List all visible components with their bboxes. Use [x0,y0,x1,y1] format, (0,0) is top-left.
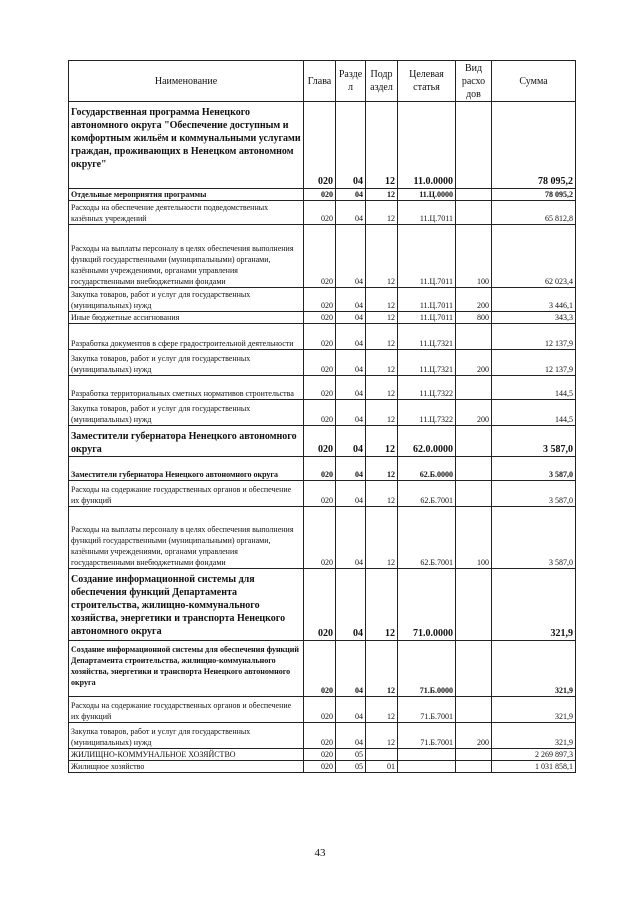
budget-table [68,60,576,773]
table-row [69,324,576,350]
row-glava: 020 [304,288,336,312]
row-podrazdel: 12 [366,481,398,507]
row-podrazdel: 12 [366,324,398,350]
row-razdel: 04 [336,697,366,723]
row-article: 11.Ц.7011 [398,201,456,225]
row-sum: 144,5 [492,376,576,400]
row-name: Создание информационной системы для обеспечения функций Департамента строительства, жилищно-коммунального хозяйства, энергетики и транспорта Ненецкого автономного округа [69,569,304,641]
row-glava: 020 [304,225,336,288]
row-sum: 3 587,0 [492,481,576,507]
row-podrazdel: 12 [366,312,398,324]
table-row [69,481,576,507]
row-vid: 200 [456,288,492,312]
header-vid: Вид расхо дов [456,61,492,102]
row-name: Заместители губернатора Ненецкого автономного округа [69,426,304,457]
table-row [69,569,576,641]
header-razdel: Разде л [336,61,366,102]
row-article: 62.Б.0000 [398,457,456,481]
row-sum: 3 587,0 [492,426,576,457]
row-article [398,749,456,761]
row-vid [456,481,492,507]
row-razdel: 04 [336,376,366,400]
table-row [69,288,576,312]
row-sum: 3 446,1 [492,288,576,312]
row-name: Закупка товаров, работ и услуг для государственных (муниципальных) нужд [69,288,304,312]
row-podrazdel: 12 [366,641,398,697]
row-sum: 62 023,4 [492,225,576,288]
table-row [69,225,576,288]
row-vid: 200 [456,350,492,376]
row-razdel: 04 [336,288,366,312]
row-glava: 020 [304,481,336,507]
row-podrazdel: 12 [366,457,398,481]
table-row [69,426,576,457]
row-razdel: 04 [336,400,366,426]
row-vid [456,697,492,723]
row-razdel: 05 [336,761,366,773]
row-razdel: 04 [336,569,366,641]
row-name: Закупка товаров, работ и услуг для государственных (муниципальных) нужд [69,723,304,749]
row-vid [456,749,492,761]
row-razdel: 04 [336,189,366,201]
row-razdel: 04 [336,225,366,288]
row-glava: 020 [304,426,336,457]
table-row [69,749,576,761]
row-name: Разработка территориальных сметных нормативов строительства [69,376,304,400]
row-sum: 78 095,2 [492,102,576,189]
row-razdel: 04 [336,312,366,324]
row-sum: 343,3 [492,312,576,324]
table-row [69,350,576,376]
row-glava: 020 [304,761,336,773]
table-row [69,312,576,324]
row-name: Расходы на содержание государственных органов и обеспечение их функций [69,481,304,507]
header-article: Целевая статья [398,61,456,102]
row-article: 71.Б.7001 [398,723,456,749]
row-razdel: 04 [336,481,366,507]
row-glava: 020 [304,102,336,189]
header-sum: Сумма [492,61,576,102]
row-name: Расходы на выплаты персоналу в целях обеспечения выполнения функций государственными (муниципальными) органами, казёнными учреждениями, органами управления государственными внебюджетными фондами [69,507,304,569]
row-vid: 200 [456,723,492,749]
row-vid [456,376,492,400]
row-sum: 144,5 [492,400,576,426]
row-article [398,761,456,773]
row-article: 11.Ц.7011 [398,288,456,312]
row-vid [456,201,492,225]
row-vid: 200 [456,400,492,426]
row-article: 11.Ц.7011 [398,225,456,288]
row-name: Отдельные мероприятия программы [69,189,304,201]
row-glava: 020 [304,569,336,641]
row-article: 11.Ц.7322 [398,400,456,426]
row-razdel: 04 [336,324,366,350]
row-sum: 12 137,9 [492,324,576,350]
table-row [69,201,576,225]
row-name: Создание информационной системы для обеспечения функций Департамента строительства, жилищно-коммунального хозяйства, энергетики и транспорта Ненецкого автономного округа [69,641,304,697]
table-row [69,457,576,481]
row-article: 11.Ц.7321 [398,324,456,350]
row-vid [456,102,492,189]
row-vid [456,761,492,773]
table-row [69,189,576,201]
table-row [69,376,576,400]
row-razdel: 05 [336,749,366,761]
row-name: ЖИЛИЩНО-КОММУНАЛЬНОЕ ХОЗЯЙСТВО [69,749,304,761]
row-article: 62.0.0000 [398,426,456,457]
row-sum: 321,9 [492,723,576,749]
row-sum: 321,9 [492,569,576,641]
row-glava: 020 [304,457,336,481]
row-vid: 100 [456,507,492,569]
row-article: 62.Б.7001 [398,481,456,507]
table-row [69,697,576,723]
row-razdel: 04 [336,641,366,697]
row-name: Заместители губернатора Ненецкого автономного округа [69,457,304,481]
row-vid [456,189,492,201]
row-article: 71.Б.7001 [398,697,456,723]
row-sum: 65 812,8 [492,201,576,225]
row-razdel: 04 [336,507,366,569]
row-glava: 020 [304,312,336,324]
row-name: Государственная программа Ненецкого автономного округа "Обеспечение доступным и комфортным жильём и коммунальными услугами граждан, проживающих в Ненецком автономном округе" [69,102,304,189]
page-number: 43 [314,847,326,859]
row-vid [456,457,492,481]
header-glava: Глава [304,61,336,102]
table-row [69,761,576,773]
row-glava: 020 [304,350,336,376]
row-article: 11.0.0000 [398,102,456,189]
row-podrazdel: 12 [366,376,398,400]
row-glava: 020 [304,201,336,225]
row-podrazdel: 12 [366,201,398,225]
row-glava: 020 [304,749,336,761]
row-razdel: 04 [336,723,366,749]
row-glava: 020 [304,641,336,697]
table-row [69,641,576,697]
row-podrazdel: 12 [366,288,398,312]
row-vid [456,324,492,350]
row-sum: 12 137,9 [492,350,576,376]
row-glava: 020 [304,697,336,723]
row-sum: 3 587,0 [492,457,576,481]
table-header-row [69,61,576,102]
row-vid [456,426,492,457]
row-sum: 3 587,0 [492,507,576,569]
row-podrazdel: 12 [366,102,398,189]
row-podrazdel: 12 [366,723,398,749]
row-article: 71.0.0000 [398,569,456,641]
row-vid: 100 [456,225,492,288]
row-podrazdel: 12 [366,426,398,457]
table-row [69,723,576,749]
row-razdel: 04 [336,350,366,376]
row-name: Закупка товаров, работ и услуг для государственных (муниципальных) нужд [69,400,304,426]
row-glava: 020 [304,507,336,569]
row-name: Иные бюджетные ассигнования [69,312,304,324]
table-row [69,507,576,569]
row-podrazdel: 12 [366,189,398,201]
header-podrazdel: Подр аздел [366,61,398,102]
row-podrazdel: 12 [366,697,398,723]
row-podrazdel: 12 [366,225,398,288]
row-glava: 020 [304,189,336,201]
row-razdel: 04 [336,201,366,225]
row-name: Жилищное хозяйство [69,761,304,773]
row-podrazdel: 12 [366,350,398,376]
row-article: 11.Ц.7321 [398,350,456,376]
row-name: Закупка товаров, работ и услуг для государственных (муниципальных) нужд [69,350,304,376]
row-glava: 020 [304,324,336,350]
row-article: 11.Ц.7322 [398,376,456,400]
row-name: Расходы на выплаты персоналу в целях обеспечения выполнения функций государственными (муниципальными) органами, казёнными учреждениями, органами управления государственными внебюджетными фондами [69,225,304,288]
row-sum: 2 269 897,3 [492,749,576,761]
header-name: Наименование [69,61,304,102]
row-glava: 020 [304,723,336,749]
row-razdel: 04 [336,426,366,457]
row-razdel: 04 [336,457,366,481]
row-sum: 1 031 858,1 [492,761,576,773]
row-article: 11.Ц.0000 [398,189,456,201]
row-name: Расходы на обеспечение деятельности подведомственных казённых учреждений [69,201,304,225]
row-podrazdel: 12 [366,569,398,641]
row-podrazdel [366,749,398,761]
row-article: 62.Б.7001 [398,507,456,569]
row-podrazdel: 01 [366,761,398,773]
row-vid: 800 [456,312,492,324]
row-article: 11.Ц.7011 [398,312,456,324]
row-sum: 78 095,2 [492,189,576,201]
row-razdel: 04 [336,102,366,189]
row-vid [456,569,492,641]
row-name: Расходы на содержание государственных органов и обеспечение их функций [69,697,304,723]
row-article: 71.Б.0000 [398,641,456,697]
row-glava: 020 [304,376,336,400]
row-glava: 020 [304,400,336,426]
row-sum: 321,9 [492,641,576,697]
table-row [69,400,576,426]
row-vid [456,641,492,697]
row-name: Разработка документов в сфере градостроительной деятельности [69,324,304,350]
row-podrazdel: 12 [366,400,398,426]
row-podrazdel: 12 [366,507,398,569]
table-row [69,102,576,189]
row-sum: 321,9 [492,697,576,723]
